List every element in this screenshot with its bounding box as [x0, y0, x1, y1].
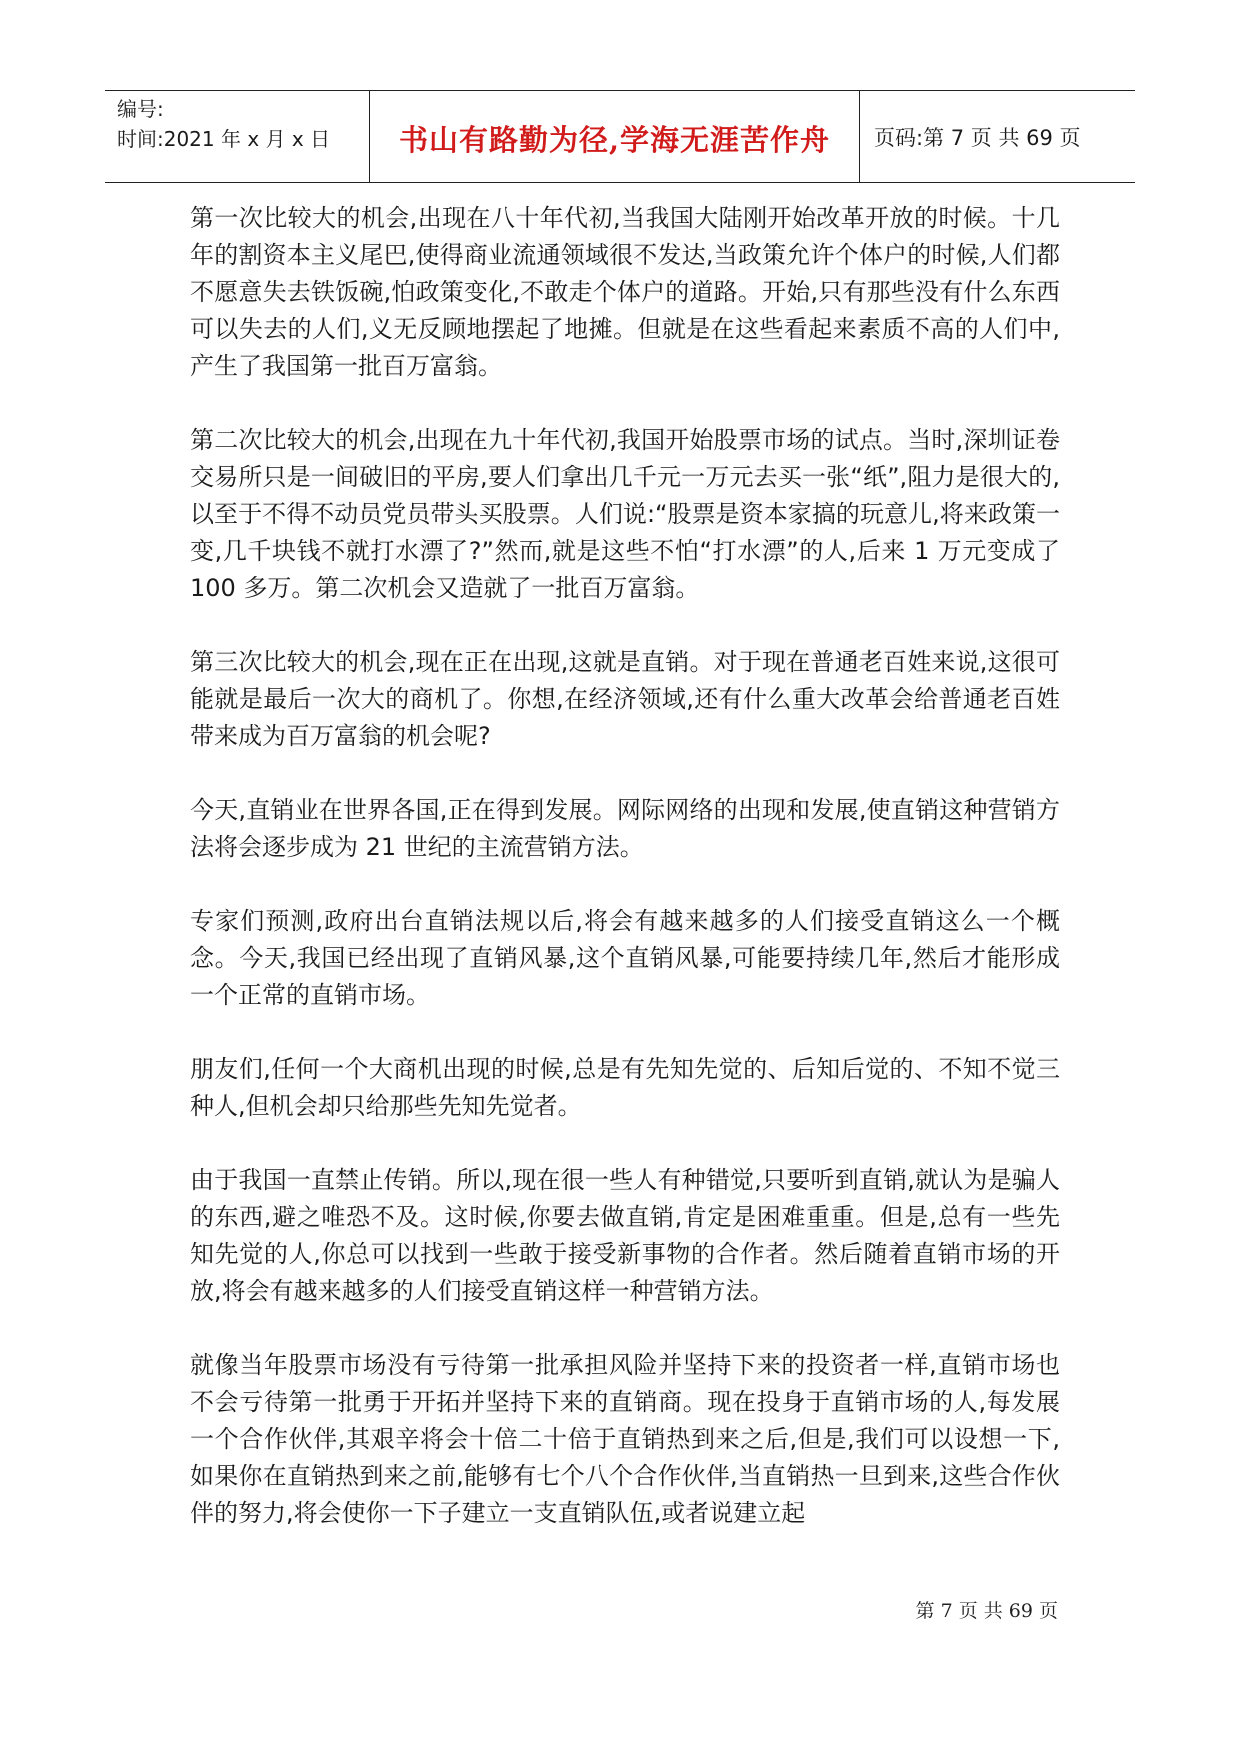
- paragraph: 第三次比较大的机会,现在正在出现,这就是直销。对于现在普通老百姓来说,这很可能就是最后一次大的商机了。你想,在经济领域,还有什么重大改革会给普通老百姓带来成为百万富翁的机会呢?: [190, 648, 1060, 750]
- paragraph: 由于我国一直禁止传销。所以,现在很一些人有种错觉,只要听到直销,就认为是骗人的东西,避之唯恐不及。这时候,你要去做直销,肯定是困难重重。但是,总有一些先知先觉的人,你总可以找到一些敢于接受新事物的合作者。然后随着直销市场的开放,将会有越来越多的人们接受直销这样一种营销方法。: [190, 1166, 1060, 1305]
- document-number-label: 编号:: [117, 97, 164, 121]
- header-page-info: 页码:第 7 页 共 69 页: [874, 125, 1081, 150]
- header-motto: 书山有路勤为径,学海无涯苦作舟: [398, 123, 831, 157]
- page-header: [105, 90, 1135, 183]
- paragraph: 第一次比较大的机会,出现在八十年代初,当我国大陆刚开始改革开放的时候。十几年的割资本主义尾巴,使得商业流通领域很不发达,当政策允许个体户的时候,人们都不愿意失去铁饭碗,怕政策变化,不敢走个体户的道路。开始,只有那些没有什么东西可以失去的人们,义无反顾地摆起了地摊。但就是在这些看起来素质不高的人们中,产生了我国第一批百万富翁。: [190, 204, 1060, 380]
- header-meta-cell: [105, 91, 370, 182]
- page-footer: 第 7 页 共 69 页: [915, 1600, 1058, 1622]
- header-motto-cell: [370, 91, 860, 182]
- document-body: [190, 200, 1060, 1569]
- paragraph: 今天,直销业在世界各国,正在得到发展。网际网络的出现和发展,使直销这种营销方法将会逐步成为 21 世纪的主流营销方法。: [190, 796, 1060, 861]
- paragraph: 就像当年股票市场没有亏待第一批承担风险并坚持下来的投资者一样,直销市场也不会亏待第一批勇于开拓并坚持下来的直销商。现在投身于直销市场的人,每发展一个合作伙伴,其艰辛将会十倍二十倍于直销热到来之后,但是,我们可以设想一下,如果你在直销热到来之前,能够有七个八个合作伙伴,当直销热一旦到来,这些合作伙伴的努力,将会使你一下子建立一支直销队伍,或者说建立起: [190, 1351, 1060, 1527]
- paragraph: 第二次比较大的机会,出现在九十年代初,我国开始股票市场的试点。当时,深圳证卷交易所只是一间破旧的平房,要人们拿出几千元一万元去买一张“纸”,阻力是很大的,以至于不得不动员党员带头买股票。人们说:“股票是资本家搞的玩意儿,将来政策一变,几千块钱不就打水漂了?”然而,就是这些不怕“打水漂”的人,后来 1 万元变成了 100 多万。第二次机会又造就了一批百万富翁。: [190, 426, 1060, 602]
- paragraph: 朋友们,任何一个大商机出现的时候,总是有先知先觉的、后知后觉的、不知不觉三种人,但机会却只给那些先知先觉者。: [190, 1055, 1060, 1120]
- header-page-cell: [860, 91, 1135, 182]
- paragraph: 专家们预测,政府出台直销法规以后,将会有越来越多的人们接受直销这么一个概念。今天,我国已经出现了直销风暴,这个直销风暴,可能要持续几年,然后才能形成一个正常的直销市场。: [190, 907, 1060, 1009]
- document-time: 时间:2021 年 x 月 x 日: [117, 127, 331, 151]
